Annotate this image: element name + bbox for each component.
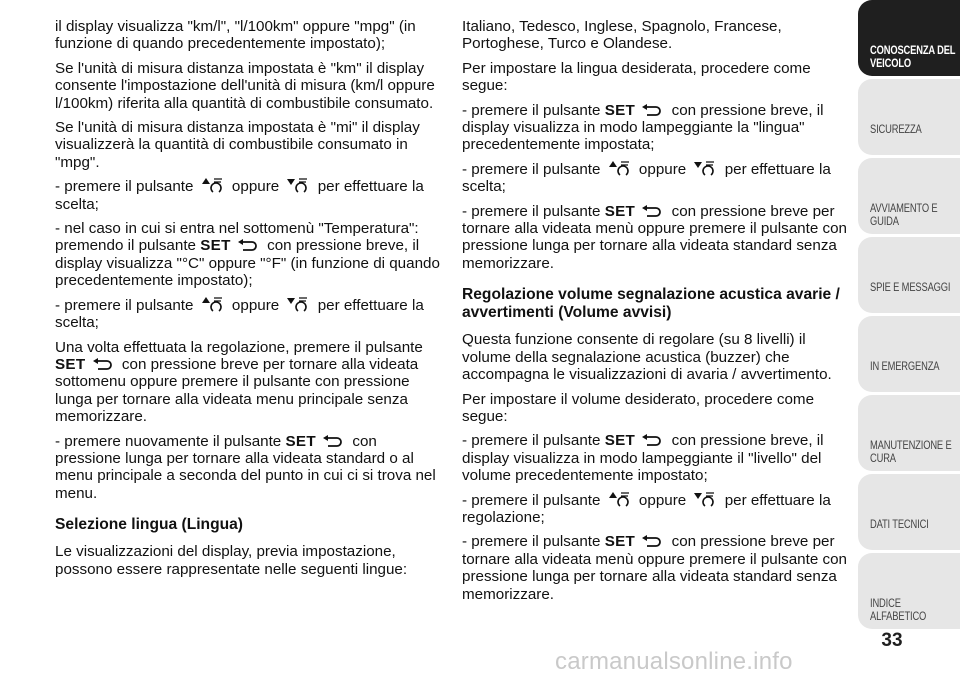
text: oppure [231,296,280,314]
tab-label: MANUTENZIONE E CURA [870,438,952,465]
down-arrow-icon [692,161,718,176]
tab-label: CONOSCENZA DEL VEICOLO [870,43,956,70]
paragraph [462,102,847,154]
text: - premere il pulsante [462,160,601,178]
paragraph [462,533,847,603]
text: per effettuare la scelta; [462,160,831,196]
tab-label: IN EMERGENZA [870,359,940,373]
section-heading: Regolazione volume segnalazione acustica avarie / avvertimenti (Volume avvisi) [462,286,840,322]
paragraph [55,297,440,332]
tab-label: SPIE E MESSAGGI [870,280,951,294]
text: - premere il pulsante [55,178,194,196]
tab-indice-alfabetico[interactable] [858,553,960,629]
text: - premere il pulsante [462,533,601,551]
paragraph [55,220,440,290]
text: - premere il pulsante [462,101,601,119]
enter-arrow-icon [641,434,665,447]
set-button-label: SET [285,432,316,450]
section-heading: Selezione lingua (Lingua) [55,516,244,534]
tab-manutenzione-e-cura[interactable] [858,395,960,471]
paragraph [55,339,440,426]
tab-spie-e-messaggi[interactable] [858,237,960,313]
text: per effettuare la regolazione; [462,491,831,526]
paragraph: Se l'unità di misura distanza impostata è "km" il display consente l'impostazione dell'unità di misura (km/l oppure l/100km) riferita alla quantità di combustibile consumato. [55,59,435,112]
paragraph [462,432,847,484]
text: oppure [638,160,687,178]
text: con pressione breve per tornare alla videata sottomenu oppure premere il pulsante con pressione lunga per tornare alla videata menu principale senza memorizzare. [55,355,419,426]
text: con pressione breve per tornare alla videata menù oppure premere il pulsante con pressione lunga per tornare alla videata standard senza memorizzare. [462,202,847,272]
paragraph: il display visualizza "km/l", "l/100km" oppure "mpg" (in funzione di quando precedentemente impostato); [55,18,416,53]
set-button-label: SET [55,355,86,373]
paragraph: Per impostare il volume desiderato, procedere come segue: [462,390,815,425]
right-column [462,18,847,610]
text: Una volta effettuata la regolazione, premere il pulsante [55,338,423,356]
enter-arrow-icon [92,358,116,371]
enter-arrow-icon [322,435,346,448]
set-button-label: SET [604,533,636,551]
paragraph: Le visualizzazioni del display, previa impostazione, possono essere rappresentate nelle seguenti lingue: [55,543,408,578]
down-arrow-icon [285,178,311,193]
tab-label: DATI TECNICI [870,517,929,531]
set-button-label: SET [604,101,636,119]
paragraph [462,161,847,196]
set-button-label: SET [200,237,231,255]
text: per effettuare la scelta; [55,296,424,332]
paragraph [55,178,440,213]
text: con pressione breve, il display visualizza "°C" oppure "°F" (in funzione di quando precedentemente impostato); [55,237,440,290]
tab-conoscenza-del-veicolo[interactable] [858,0,960,76]
text: - nel caso in cui si entra nel sottomenù "Temperatura": premendo il pulsante [55,220,419,255]
paragraph [462,203,847,273]
enter-arrow-icon [641,205,665,218]
paragraph: Questa funzione consente di regolare (su 8 livelli) il volume della segnalazione acustica (buzzer) che accompagna le visualizzazioni di avaria / avvertimento. [462,331,832,384]
tab-label: AVVIAMENTO E GUIDA [870,201,938,228]
text: con pressione breve, il display visualizza in modo lampeggiante il "livello" del volume precedentemente impostato; [462,432,824,485]
enter-arrow-icon [237,239,261,252]
text: - premere il pulsante [462,432,601,450]
text: con pressione breve, il display visualizza in modo lampeggiante la "lingua" precedentemente impostata; [462,101,824,154]
text: - premere il pulsante [462,202,601,220]
up-arrow-icon [200,297,226,312]
watermark: carmanualsonline.info [555,648,793,675]
chapter-sidebar [858,0,960,678]
enter-arrow-icon [641,104,665,117]
paragraph: Se l'unità di misura distanza impostata è "mi" il display visualizzerà la quantità di combustibile consumato in "mpg". [55,119,420,171]
tab-label: SICUREZZA [870,122,922,136]
down-arrow-icon [285,297,311,312]
paragraph: Per impostare la lingua desiderata, procedere come segue: [462,59,811,95]
left-column [55,18,440,585]
page-number: 33 [881,630,903,651]
text: oppure [231,178,280,196]
text: con pressione lunga per tornare alla videata standard o al menu principale a seconda del punto in cui ci si trova nel menu. [55,432,436,502]
set-button-label: SET [604,432,636,450]
enter-arrow-icon [641,535,665,548]
paragraph [55,433,440,503]
tab-avviamento-e-guida[interactable] [858,158,960,234]
tab-dati-tecnici[interactable] [858,474,960,550]
text: per effettuare la scelta; [55,178,424,213]
paragraph [462,492,847,527]
text: - premere nuovamente il pulsante [55,432,282,450]
set-button-label: SET [604,202,636,220]
paragraph: Italiano, Tedesco, Inglese, Spagnolo, Francese, Portoghese, Turco e Olandese. [462,18,782,53]
up-arrow-icon [607,492,633,507]
text: - premere il pulsante [55,296,194,314]
tab-sicurezza[interactable] [858,79,960,155]
up-arrow-icon [200,178,226,193]
down-arrow-icon [692,492,718,507]
text: con pressione breve per tornare alla videata menù oppure premere il pulsante con pressione lunga per tornare alla videata standard senza memorizzare. [462,533,847,603]
text: - premere il pulsante [462,491,601,509]
tab-in-emergenza[interactable] [858,316,960,392]
tab-label: INDICE ALFABETICO [870,596,927,623]
text: oppure [638,491,687,509]
up-arrow-icon [607,161,633,176]
